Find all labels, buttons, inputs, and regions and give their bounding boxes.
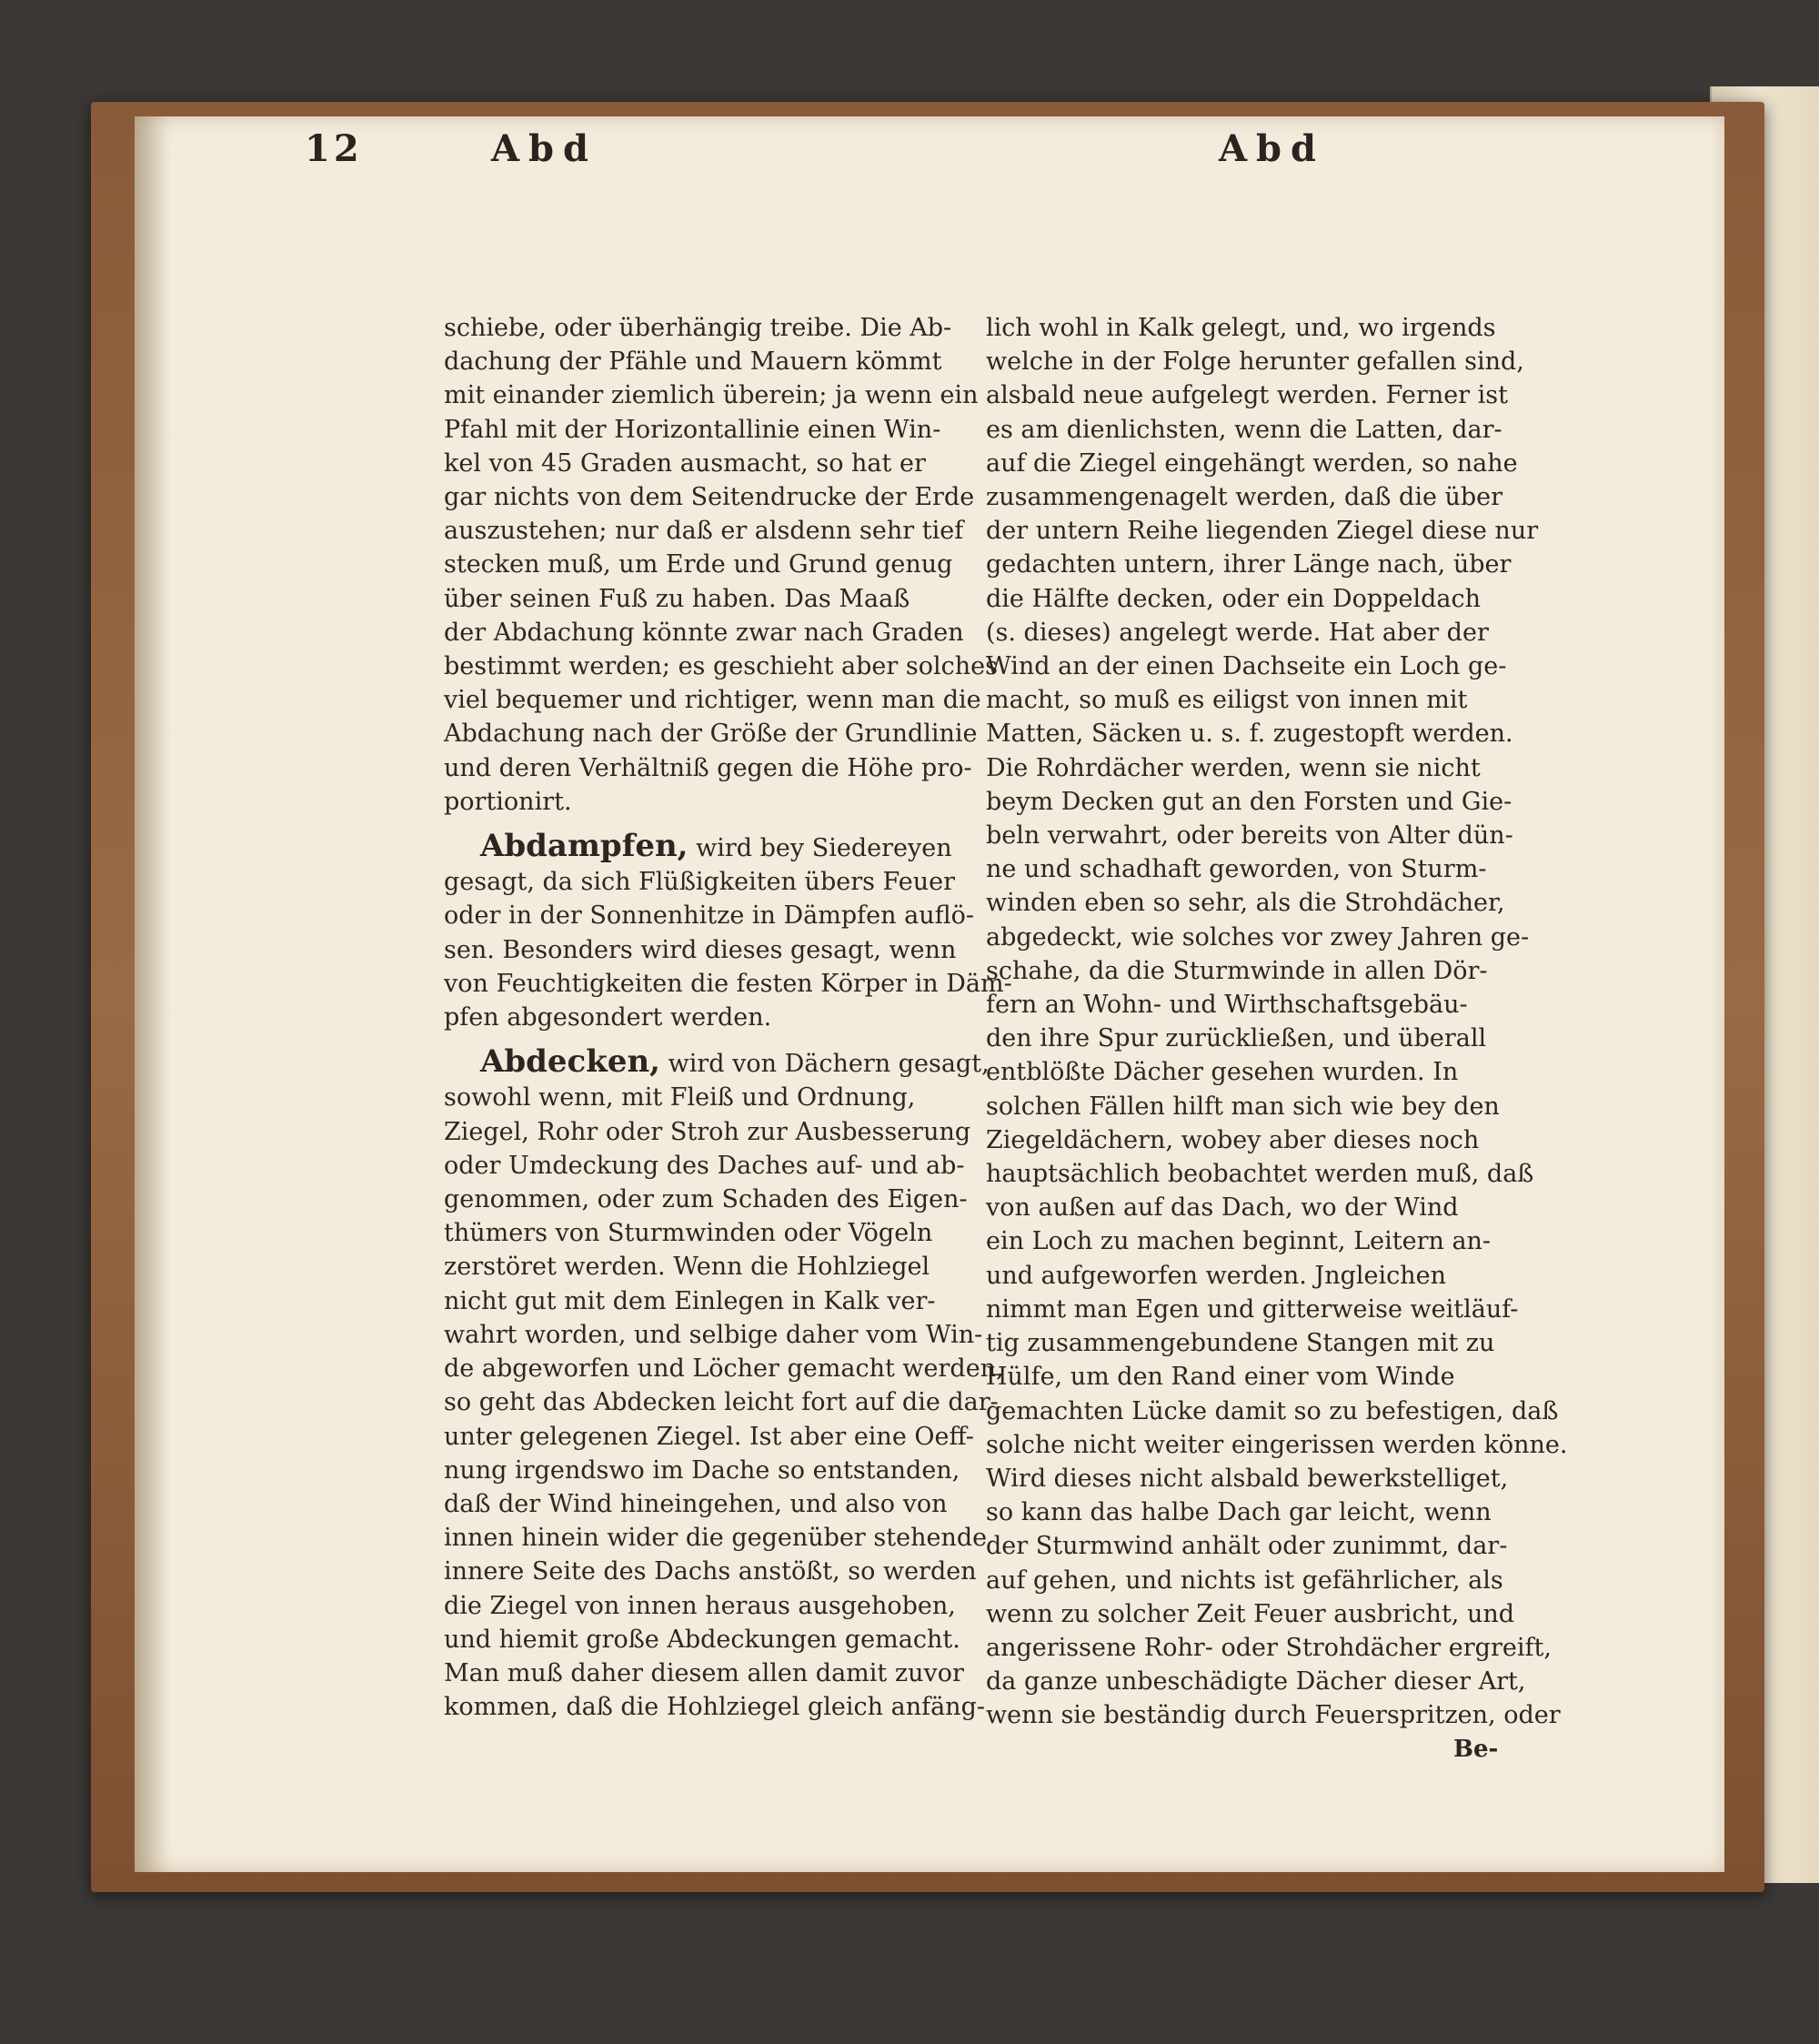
- page-number: 12: [305, 127, 363, 170]
- text-line: oder Umdeckung des Daches auf- und ab-: [444, 1151, 965, 1180]
- text-line: hauptsächlich beobachtet werden muß, daß: [986, 1160, 1534, 1189]
- text-line: so geht das Abdecken leicht fort auf die dar-: [444, 1388, 999, 1417]
- text-line: ne und schadhaft geworden, von Sturm-: [986, 855, 1487, 884]
- entry-abdecken: [444, 1043, 1004, 1724]
- entry-abdampfen: [444, 828, 1012, 1034]
- text-line: Matten, Säcken u. s. f. zugestopft werden.: [986, 720, 1513, 749]
- text-line: Hülfe, um den Rand einer vom Winde: [986, 1363, 1455, 1392]
- entry-first-line: [444, 830, 960, 865]
- text-line: Abdachung nach der Größe der Grundlinie: [444, 720, 978, 749]
- text-line: winden eben so sehr, als die Strohdächer,: [986, 889, 1505, 918]
- text-line: der Sturmwind anhält oder zunimmt, dar-: [986, 1532, 1508, 1561]
- text-line: entblößte Dächer gesehen wurden. In: [986, 1058, 1459, 1087]
- text-line: ein Loch zu machen beginnt, Leitern an-: [986, 1227, 1492, 1256]
- left-column: [444, 311, 1012, 1724]
- text-line: innen hinein wider die gegenüber stehende: [444, 1524, 988, 1553]
- text-line: fern an Wohn- und Wirthschaftsgebäu-: [986, 991, 1468, 1020]
- text-line: lich wohl in Kalk gelegt, und, wo irgends: [986, 314, 1496, 342]
- text-line: tig zusammengebundene Stangen mit zu: [986, 1329, 1495, 1358]
- text-line: mit einander ziemlich überein; ja wenn ein: [444, 381, 979, 410]
- text-line: kommen, daß die Hohlziegel gleich anfäng-: [444, 1693, 985, 1722]
- text-line: oder in der Sonnenhitze in Dämpfen auflö-: [444, 901, 974, 931]
- text-line: beym Decken gut an den Forsten und Gie-: [986, 787, 1512, 816]
- text-line: innere Seite des Dachs anstößt, so werden: [444, 1557, 977, 1586]
- text-line: solche nicht weiter eingerissen werden könne.: [986, 1430, 1568, 1459]
- text-line: de abgeworfen und Löcher gemacht werden,: [444, 1354, 1004, 1384]
- text-line: sen. Besonders wird dieses gesagt, wenn: [444, 935, 957, 964]
- text-line: über seinen Fuß zu haben. Das Maaß: [444, 584, 910, 613]
- text-line: es am dienlichsten, wenn die Latten, dar-: [986, 415, 1502, 444]
- entry-first-line: [444, 1043, 990, 1081]
- text-line: gar nichts von dem Seitendrucke der Erde: [444, 483, 975, 512]
- text-line: nung irgendswo im Dache so entstanden,: [444, 1455, 960, 1485]
- text-line: zerstöret werden. Wenn die Hohlziegel: [444, 1253, 930, 1282]
- text-line: schiebe, oder überhängig treibe. Die Ab-: [444, 314, 952, 342]
- text-line: Pfahl mit der Horizontallinie einen Win-: [444, 415, 941, 444]
- text-line: nicht gut mit dem Einlegen in Kalk ver-: [444, 1286, 936, 1315]
- text-line: wenn sie beständig durch Feuerspritzen, oder: [986, 1701, 1561, 1730]
- text-line: nimmt man Egen und gitterweise weitläuf-: [986, 1294, 1519, 1324]
- text-line: der untern Reihe liegenden Ziegel diese nur: [986, 517, 1539, 546]
- text-line: Ziegel, Rohr oder Stroh zur Ausbesserung: [444, 1117, 971, 1146]
- text-line: thümers von Sturmwinden oder Vögeln: [444, 1219, 933, 1248]
- text-line: Ziegeldächern, wobey aber dieses noch: [986, 1125, 1480, 1154]
- catchword: Be-: [1453, 1736, 1499, 1763]
- text-line: gesagt, da sich Flüßigkeiten übers Feuer: [444, 868, 956, 897]
- text-line: portionirt.: [444, 787, 572, 816]
- text-line: und deren Verhältniß gegen die Höhe pro-: [444, 753, 972, 782]
- text-line: Wind an der einen Dachseite ein Loch ge-: [986, 652, 1507, 681]
- text-line: kel von 45 Graden ausmacht, so hat er: [444, 448, 926, 478]
- text-line: angerissene Rohr- oder Strohdächer ergreift,: [986, 1633, 1552, 1662]
- text-line: alsbald neue aufgelegt werden. Ferner ist: [986, 381, 1509, 410]
- text-line: solchen Fällen hilft man sich wie bey den: [986, 1092, 1500, 1121]
- text-line: gedachten untern, ihrer Länge nach, über: [986, 550, 1512, 579]
- text-line: Die Rohrdächer werden, wenn sie nicht: [986, 753, 1481, 782]
- running-head-right: Abd: [1219, 127, 1325, 170]
- text-line: schahe, da die Sturmwinde in allen Dör-: [986, 956, 1488, 985]
- text-line: abgedeckt, wie solches vor zwey Jahren ge-: [986, 922, 1530, 952]
- text-line: wenn zu solcher Zeit Feuer ausbricht, und: [986, 1599, 1515, 1628]
- text-run: wird von Dächern gesagt,: [668, 1050, 990, 1079]
- headword: Abdampfen,: [480, 828, 688, 865]
- text-line: gemachten Lücke damit so zu befestigen, daß: [986, 1396, 1559, 1425]
- text-line: von außen auf das Dach, wo der Wind: [986, 1193, 1459, 1223]
- text-run: wird bey Siedereyen: [696, 834, 952, 863]
- gutter-shadow: [135, 116, 171, 1872]
- text-line: und hiemit große Abdeckungen gemacht.: [444, 1625, 960, 1654]
- text-line: so kann das halbe Dach gar leicht, wenn: [986, 1498, 1492, 1527]
- text-line: und aufgeworfen werden. Jngleichen: [986, 1261, 1447, 1290]
- text-line: auszustehen; nur daß er alsdenn sehr tief: [444, 517, 964, 546]
- text-line: dachung der Pfähle und Mauern kömmt: [444, 347, 942, 377]
- text-line: viel bequemer und richtiger, wenn man die: [444, 686, 981, 715]
- text-line: (s. dieses) angelegt werde. Hat aber der: [986, 618, 1489, 647]
- text-line: beln verwahrt, oder bereits von Alter dün-: [986, 821, 1513, 851]
- text-line: Man muß daher diesem allen damit zuvor: [444, 1658, 964, 1687]
- text-line: auf die Ziegel eingehängt werden, so nahe: [986, 448, 1518, 478]
- running-head-left: Abd: [491, 127, 598, 170]
- right-column: [986, 311, 1568, 1733]
- text-line: welche in der Folge herunter gefallen sind,: [986, 347, 1524, 377]
- text-line: genommen, oder zum Schaden des Eigen-: [444, 1185, 968, 1214]
- text-line: daß der Wind hineingehen, und also von: [444, 1489, 948, 1518]
- paragraph-continuation: [444, 311, 998, 819]
- text-line: da ganze unbeschädigte Dächer dieser Art,: [986, 1667, 1526, 1697]
- text-line: macht, so muß es eiligst von innen mit: [986, 686, 1468, 715]
- text-line: wahrt worden, und selbige daher vom Win-: [444, 1320, 983, 1349]
- text-line: zusammengenagelt werden, daß die über: [986, 483, 1503, 512]
- text-line: von Feuchtigkeiten die festen Körper in Däm-: [444, 969, 1012, 998]
- text-line: Wird dieses nicht alsbald bewerkstelliget,: [986, 1464, 1509, 1493]
- text-line: die Hälfte decken, oder ein Doppeldach: [986, 584, 1482, 613]
- text-line: die Ziegel von innen heraus ausgehoben,: [444, 1591, 956, 1620]
- headword: Abdecken,: [480, 1043, 661, 1081]
- text-line: pfen abgesondert werden.: [444, 1003, 772, 1032]
- text-line: auf gehen, und nichts ist gefährlicher, als: [986, 1566, 1503, 1595]
- text-line: sowohl wenn, mit Fleiß und Ordnung,: [444, 1083, 916, 1113]
- text-line: bestimmt werden; es geschieht aber solches: [444, 652, 998, 681]
- text-line: unter gelegenen Ziegel. Ist aber eine Oeff-: [444, 1422, 974, 1451]
- text-line: der Abdachung könnte zwar nach Graden: [444, 618, 964, 647]
- text-line: stecken muß, um Erde und Grund genug: [444, 550, 953, 579]
- text-line: den ihre Spur zurückließen, und überall: [986, 1024, 1487, 1053]
